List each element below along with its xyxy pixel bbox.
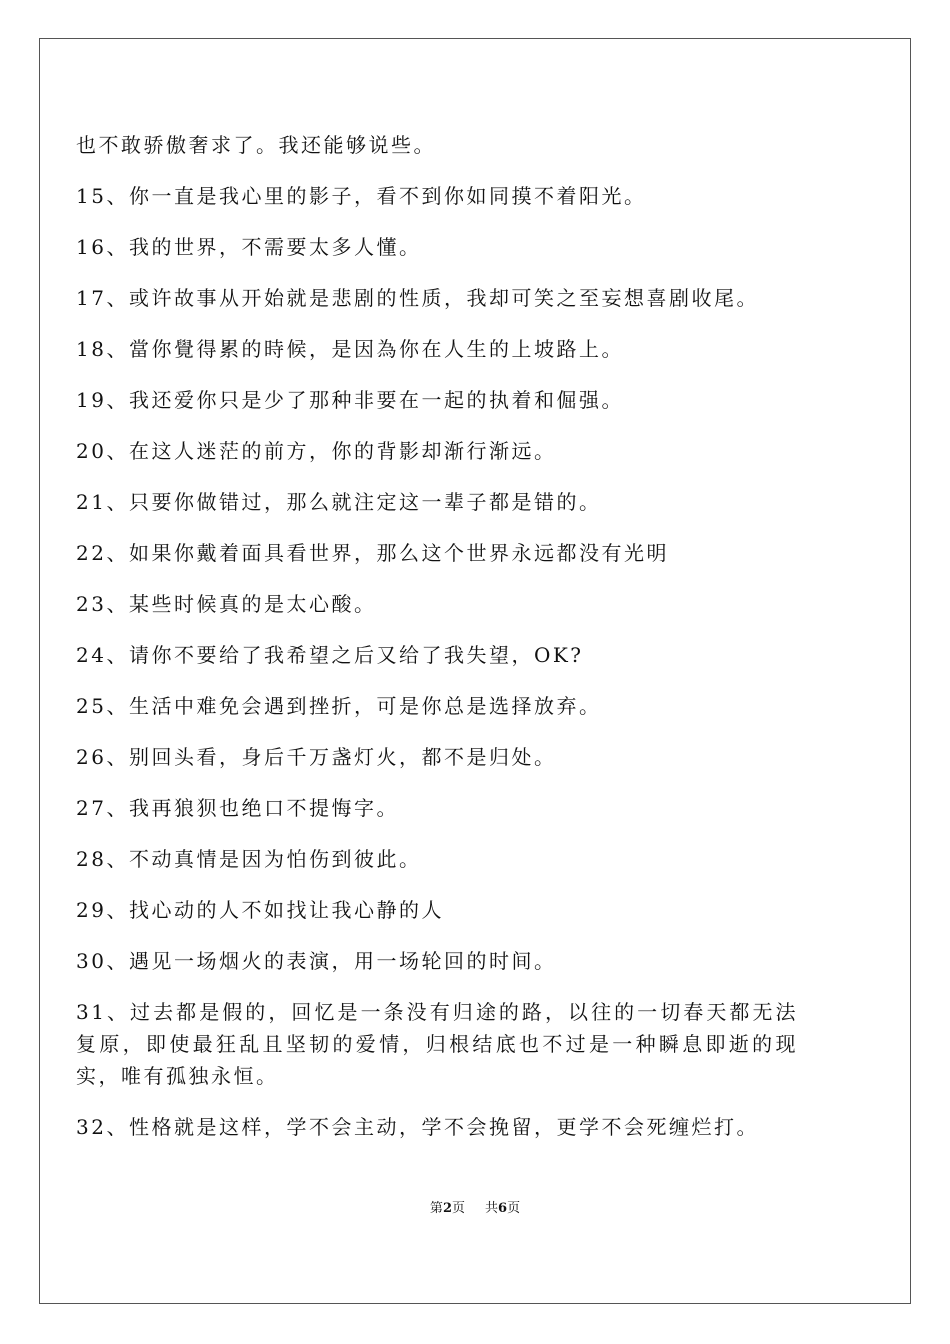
paragraph: 28、不动真情是因为怕伤到彼此。 xyxy=(76,847,422,871)
paragraph: 27、我再狼狈也绝口不提悔字。 xyxy=(76,796,399,820)
document-body xyxy=(76,129,798,1162)
page-footer xyxy=(0,1201,950,1217)
paragraph: 15、你一直是我心里的影子，看不到你如同摸不着阳光。 xyxy=(76,184,647,208)
paragraph: 31、过去都是假的，回忆是一条没有归途的路，以往的一切春天都无法复原，即使最狂乱且坚韧的爱情，归根结底也不过是一种瞬息即逝的现实，唯有孤独永恒。 xyxy=(76,1000,798,1088)
paragraph: 24、请你不要给了我希望之后又给了我失望，OK? xyxy=(76,643,584,667)
paragraph: 29、找心动的人不如找让我心静的人 xyxy=(76,898,444,922)
total-pages-number: 6 xyxy=(498,1201,508,1216)
paragraph: 16、我的世界，不需要太多人懂。 xyxy=(76,235,422,259)
paragraph: 20、在这人迷茫的前方，你的背影却渐行渐远。 xyxy=(76,439,557,463)
total-pages-indicator: 共6页 xyxy=(485,1201,521,1216)
paragraph: 25、生活中难免会遇到挫折，可是你总是选择放弃。 xyxy=(76,694,602,718)
paragraph: 17、或许故事从开始就是悲剧的性质，我却可笑之至妄想喜剧收尾。 xyxy=(76,286,759,310)
paragraph: 19、我还爱你只是少了那种非要在一起的执着和倔强。 xyxy=(76,388,624,412)
paragraph: 22、如果你戴着面具看世界，那么这个世界永远都没有光明 xyxy=(76,541,669,565)
current-page-number: 2 xyxy=(442,1201,452,1216)
paragraph: 32、性格就是这样，学不会主动，学不会挽留，更学不会死缠烂打。 xyxy=(76,1115,759,1139)
paragraph: 30、遇见一场烟火的表演，用一场轮回的时间。 xyxy=(76,949,557,973)
paragraph: 也不敢骄傲奢求了。我还能够说些。 xyxy=(76,133,436,157)
paragraph: 21、只要你做错过，那么就注定这一辈子都是错的。 xyxy=(76,490,602,514)
paragraph: 18、當你覺得累的時候，是因為你在人生的上坡路上。 xyxy=(76,337,624,361)
page-indicator: 第2页 xyxy=(429,1201,465,1216)
paragraph: 23、某些时候真的是太心酸。 xyxy=(76,592,377,616)
paragraph: 26、别回头看，身后千万盏灯火，都不是归处。 xyxy=(76,745,557,769)
